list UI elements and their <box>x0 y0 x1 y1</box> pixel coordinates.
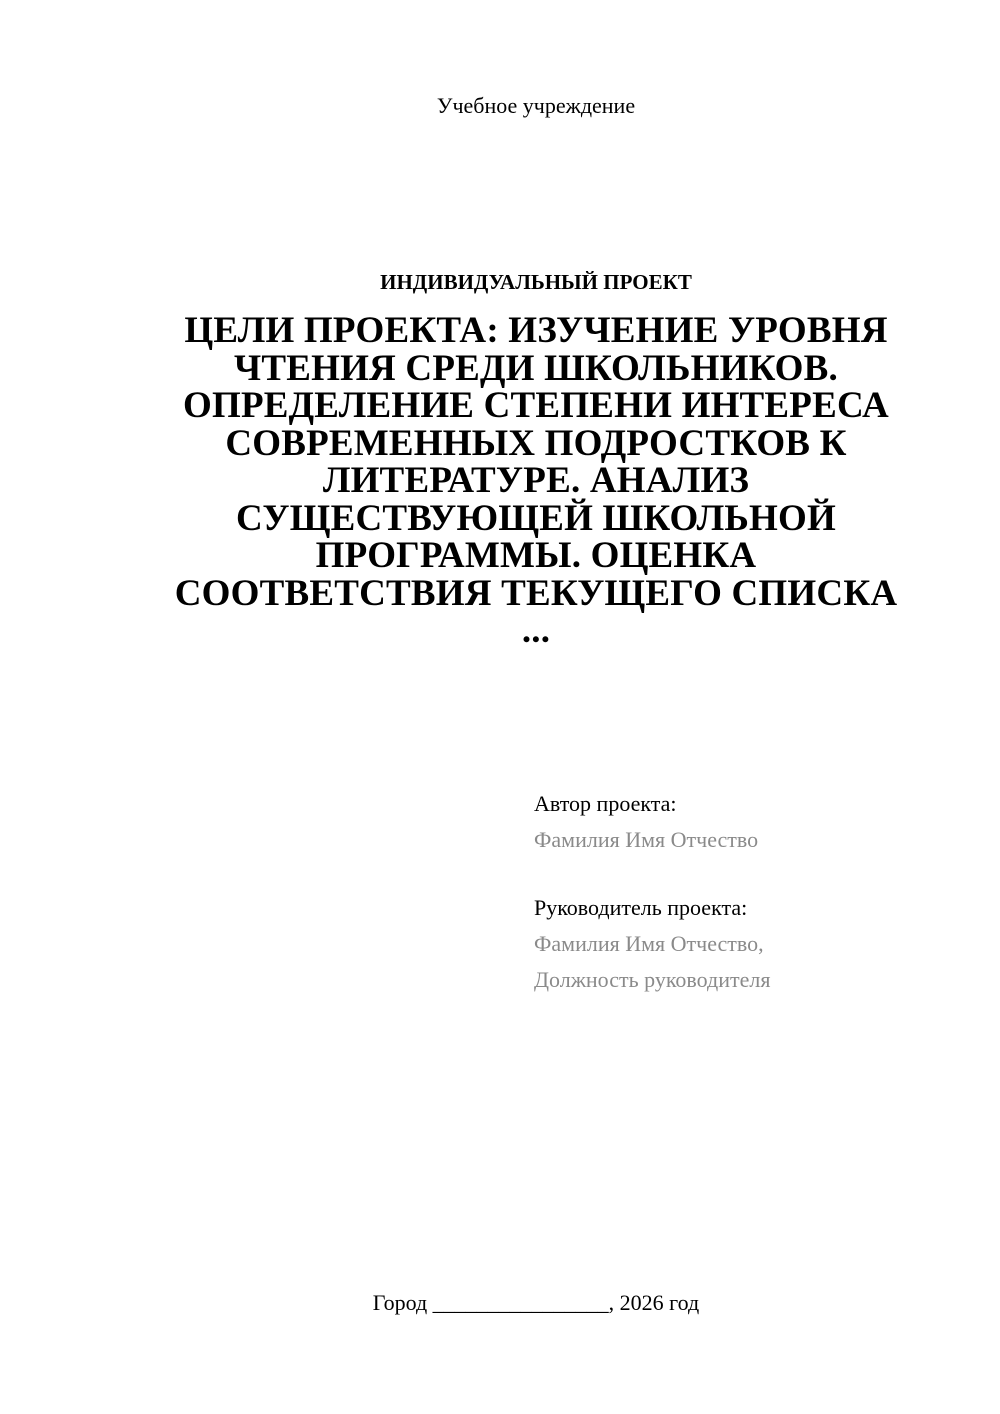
supervisor-label: Руководитель проекта: <box>534 895 748 920</box>
project-people <box>534 786 974 998</box>
institution-name: Учебное учреждение <box>436 93 636 118</box>
title-line: СООТВЕТСТВИЯ ТЕКУЩЕГО СПИСКА <box>174 572 898 614</box>
title-line: СОВРЕМЕННЫХ ПОДРОСТКОВ К <box>225 422 847 464</box>
spacer <box>534 858 974 890</box>
title-line: ПРОГРАММЫ. ОЦЕНКА <box>315 535 757 576</box>
title-line: ЦЕЛИ ПРОЕКТА: ИЗУЧЕНИЕ УРОВНЯ <box>184 310 888 351</box>
document-type: ИНДИВИДУАЛЬНЫЙ ПРОЕКТ <box>380 270 692 294</box>
title-line: ОПРЕДЕЛЕНИЕ СТЕПЕНИ ИНТЕРЕСА <box>183 385 889 426</box>
author-name: Фамилия Имя Отчество <box>534 827 759 852</box>
project-title <box>150 312 922 650</box>
supervisor-name: Фамилия Имя Отчество, <box>534 931 764 956</box>
title-line: СУЩЕСТВУЮЩЕЙ ШКОЛЬНОЙ <box>236 497 836 539</box>
author-label: Автор проекта: <box>534 791 677 816</box>
city-year-line: Город ________________, 2026 год <box>372 1290 700 1315</box>
supervisor-position: Должность руководителя <box>534 967 771 992</box>
title-ellipsis: ... <box>521 610 551 651</box>
title-line: ЛИТЕРАТУРЕ. АНАЛИЗ <box>322 460 750 501</box>
title-line: ЧТЕНИЯ СРЕДИ ШКОЛЬНИКОВ. <box>233 347 838 389</box>
